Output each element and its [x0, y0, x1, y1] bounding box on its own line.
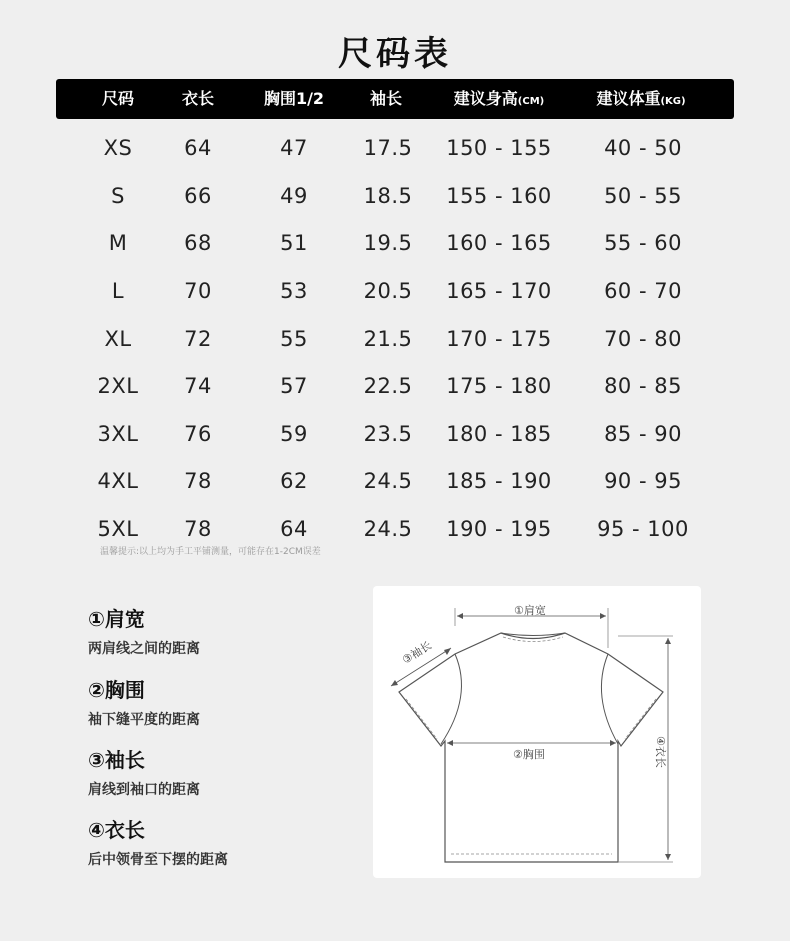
table-row: [0, 181, 790, 211]
table-row: [0, 324, 790, 354]
cell-length: 72: [184, 327, 212, 351]
legend-desc: 肩线到袖口的距离: [88, 782, 200, 798]
cell-chest: 53: [280, 279, 308, 303]
table-header: [56, 79, 734, 119]
cell-height: 165 - 170: [446, 279, 552, 303]
cell-height: 155 - 160: [446, 184, 552, 208]
cell-weight: 55 - 60: [604, 231, 682, 255]
cell-sleeve: 24.5: [363, 517, 413, 541]
table-row: [0, 514, 790, 544]
cell-chest: 62: [280, 469, 308, 493]
cell-size: M: [108, 231, 128, 255]
cell-size: 5XL: [97, 517, 139, 541]
page-title: 尺码表: [338, 34, 452, 74]
cell-height: 190 - 195: [446, 517, 552, 541]
cell-length: 74: [184, 374, 212, 398]
header-weight: [596, 79, 685, 119]
cell-length: 64: [184, 136, 212, 160]
cell-size: 2XL: [97, 374, 139, 398]
cell-length: 66: [184, 184, 212, 208]
cell-height: 150 - 155: [446, 136, 552, 160]
legend-item-sleeve: [88, 744, 200, 799]
diagram-label-sleeve: ③袖长: [400, 638, 434, 667]
legend-title: ①肩宽: [88, 607, 145, 631]
cell-height: 185 - 190: [446, 469, 552, 493]
tshirt-outline-icon: [373, 586, 701, 878]
legend-desc: 后中领骨至下摆的距离: [88, 852, 228, 868]
cell-sleeve: 20.5: [363, 279, 413, 303]
cell-length: 76: [184, 422, 212, 446]
cell-length: 78: [184, 469, 212, 493]
header-weight-unit: (KG): [660, 96, 686, 107]
cell-chest: 49: [280, 184, 308, 208]
legend-item-shoulder: [88, 603, 200, 658]
header-height-label: 建议身高: [453, 89, 518, 108]
cell-sleeve: 22.5: [363, 374, 413, 398]
cell-weight: 70 - 80: [604, 327, 682, 351]
legend-title: ②胸围: [88, 678, 145, 702]
cell-sleeve: 23.5: [363, 422, 413, 446]
cell-height: 160 - 165: [446, 231, 552, 255]
cell-weight: 60 - 70: [604, 279, 682, 303]
cell-sleeve: 18.5: [363, 184, 413, 208]
cell-chest: 57: [280, 374, 308, 398]
table-row: [0, 276, 790, 306]
cell-size: XL: [104, 327, 132, 351]
cell-chest: 51: [280, 231, 308, 255]
diagram-label-shoulder: ①肩宽: [514, 604, 546, 617]
table-row: [0, 419, 790, 449]
header-weight-label: 建议体重: [596, 89, 661, 108]
cell-size: S: [111, 184, 125, 208]
header-height-unit: (CM): [517, 96, 545, 107]
legend-title: ④衣长: [88, 818, 145, 842]
table-row: [0, 466, 790, 496]
cell-length: 68: [184, 231, 212, 255]
measurement-note: 温馨提示:以上均为手工平铺测量，可能存在1-2CM误差: [100, 547, 321, 557]
cell-height: 170 - 175: [446, 327, 552, 351]
cell-length: 70: [184, 279, 212, 303]
cell-sleeve: 24.5: [363, 469, 413, 493]
legend-item-chest: [88, 674, 200, 729]
legend-item-length: [88, 814, 228, 869]
header-chest: 胸围1/2: [263, 89, 325, 108]
tshirt-diagram: [373, 586, 701, 878]
legend-desc: 两肩线之间的距离: [88, 641, 200, 657]
cell-height: 175 - 180: [446, 374, 552, 398]
cell-weight: 40 - 50: [604, 136, 682, 160]
cell-height: 180 - 185: [446, 422, 552, 446]
cell-size: XS: [103, 136, 133, 160]
table-row: [0, 228, 790, 258]
legend-desc: 袖下缝平度的距离: [88, 712, 200, 728]
header-sleeve: 袖长: [369, 89, 403, 108]
cell-length: 78: [184, 517, 212, 541]
cell-chest: 55: [280, 327, 308, 351]
cell-sleeve: 19.5: [363, 231, 413, 255]
table-row: [0, 371, 790, 401]
legend-title: ③袖长: [88, 748, 145, 772]
diagram-label-chest: ②胸围: [513, 748, 545, 761]
cell-sleeve: 17.5: [363, 136, 413, 160]
cell-size: 3XL: [97, 422, 139, 446]
header-size: 尺码: [101, 89, 135, 108]
cell-weight: 85 - 90: [604, 422, 682, 446]
table-row: [0, 133, 790, 163]
cell-size: L: [111, 279, 125, 303]
cell-chest: 59: [280, 422, 308, 446]
cell-weight: 50 - 55: [604, 184, 682, 208]
cell-weight: 80 - 85: [604, 374, 682, 398]
diagram-label-length: ④衣长: [654, 736, 667, 768]
header-height: [454, 79, 544, 119]
cell-weight: 95 - 100: [597, 517, 689, 541]
cell-chest: 47: [280, 136, 308, 160]
header-length: 衣长: [181, 89, 215, 108]
cell-weight: 90 - 95: [604, 469, 682, 493]
cell-chest: 64: [280, 517, 308, 541]
cell-sleeve: 21.5: [363, 327, 413, 351]
cell-size: 4XL: [97, 469, 139, 493]
